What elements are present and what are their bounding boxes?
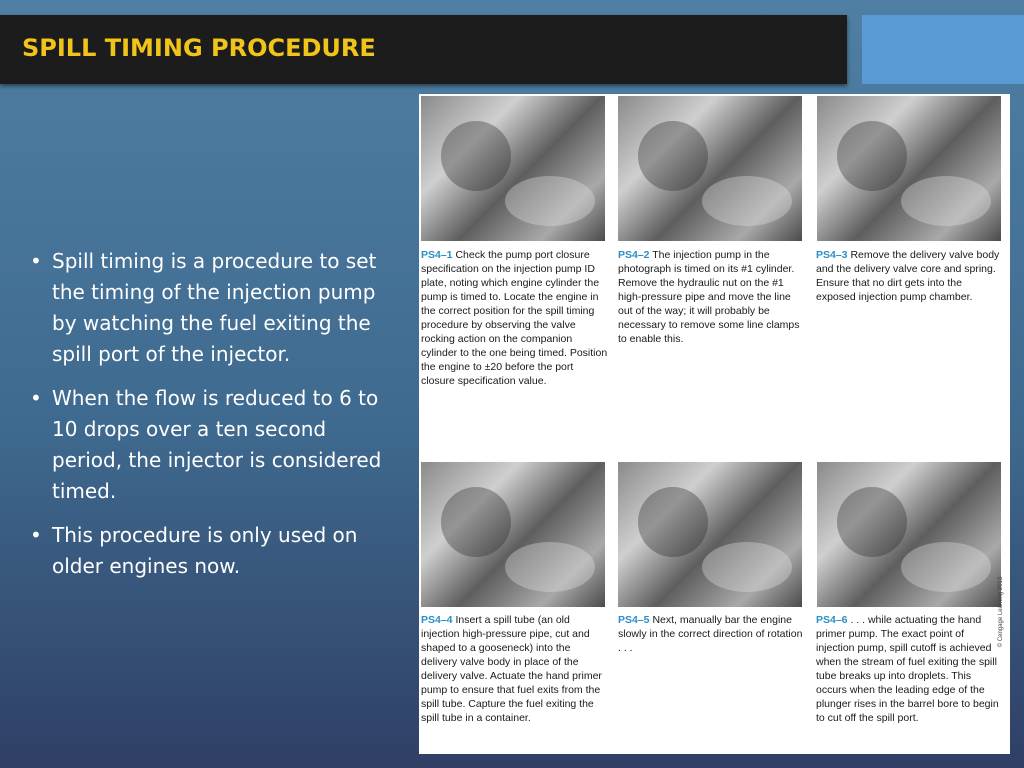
bullet-icon: • [30,386,42,410]
caption-number: PS4–6 [816,614,848,626]
bullet-text: Spill timing is a procedure to set the timing of the injection pump by watching the fuel exiting the spill port of the injector. [52,249,377,366]
caption-text: Insert a spill tube (an old injection high-pressure pipe, cut and shaped to a gooseneck) into the delivery valve body in place of the delivery valve. Actuate the hand primer pump to ensure that fuel exits from the spill tube. Capture the fuel exiting the spill tube in a container. [421,614,602,724]
caption-ps4-1 [421,248,609,388]
copyright-credit [996,524,1006,704]
copyright-text: © Cengage Learning 2013 [998,576,1004,648]
caption-ps4-2 [618,248,806,346]
bullet-icon: • [30,249,42,273]
caption-text: The injection pump in the photograph is timed on its #1 cylinder. Remove the hydraulic nut on the #1 high-pressure pipe and move the line out of the way; it will probably be necessary to remove some line clamps to enable this. [618,249,800,345]
caption-number: PS4–2 [618,249,650,261]
accent-box [862,15,1024,84]
bullet-text: When the flow is reduced to 6 to 10 drops over a ten second period, the injector is considered timed. [52,386,382,503]
bullet-item [30,383,402,507]
caption-number: PS4–5 [618,614,650,626]
bullet-item [30,520,402,582]
photo-ps4-3 [817,96,1001,241]
caption-ps4-4 [421,613,609,725]
photo-ps4-1 [421,96,605,241]
bullet-item [30,246,402,370]
bullet-icon: • [30,523,42,547]
photo-ps4-2 [618,96,802,241]
caption-ps4-3 [816,248,1004,304]
photo-ps4-5 [618,462,802,607]
photo-ps4-6 [817,462,1001,607]
caption-number: PS4–3 [816,249,848,261]
photo-ps4-4 [421,462,605,607]
bullet-text: This procedure is only used on older engines now. [52,523,358,578]
caption-text: Check the pump port closure specification on the injection pump ID plate, noting which engine cylinder the pump is timed to. Locate the engine in the correct position for the spill timing procedure by observing the valve rocking action on the companion cylinder to the one being timed. Position the engine to ±20 before the port closure specification value. [421,249,608,387]
caption-text: Next, manually bar the engine slowly in the correct direction of rotation . . . [618,614,803,654]
caption-text: . . . while actuating the hand primer pump. The exact point of injection pump, spill cutoff is achieved when the stream of fuel exiting the spill tube breaks up into droplets. This occurs when the leading edge of the plunger rises in the barrel bore to begin to cut off the spill port. [816,614,999,724]
caption-number: PS4–1 [421,249,453,261]
procedure-figure [419,94,1010,754]
caption-ps4-6 [816,613,1004,725]
caption-ps4-5 [618,613,806,655]
title-bar [0,15,847,84]
caption-number: PS4–4 [421,614,453,626]
slide-title: SPILL TIMING PROCEDURE [22,34,376,62]
caption-text: Remove the delivery valve body and the delivery valve core and spring. Ensure that no dirt gets into the exposed injection pump chamber. [816,249,1000,303]
bullet-list [30,246,402,595]
